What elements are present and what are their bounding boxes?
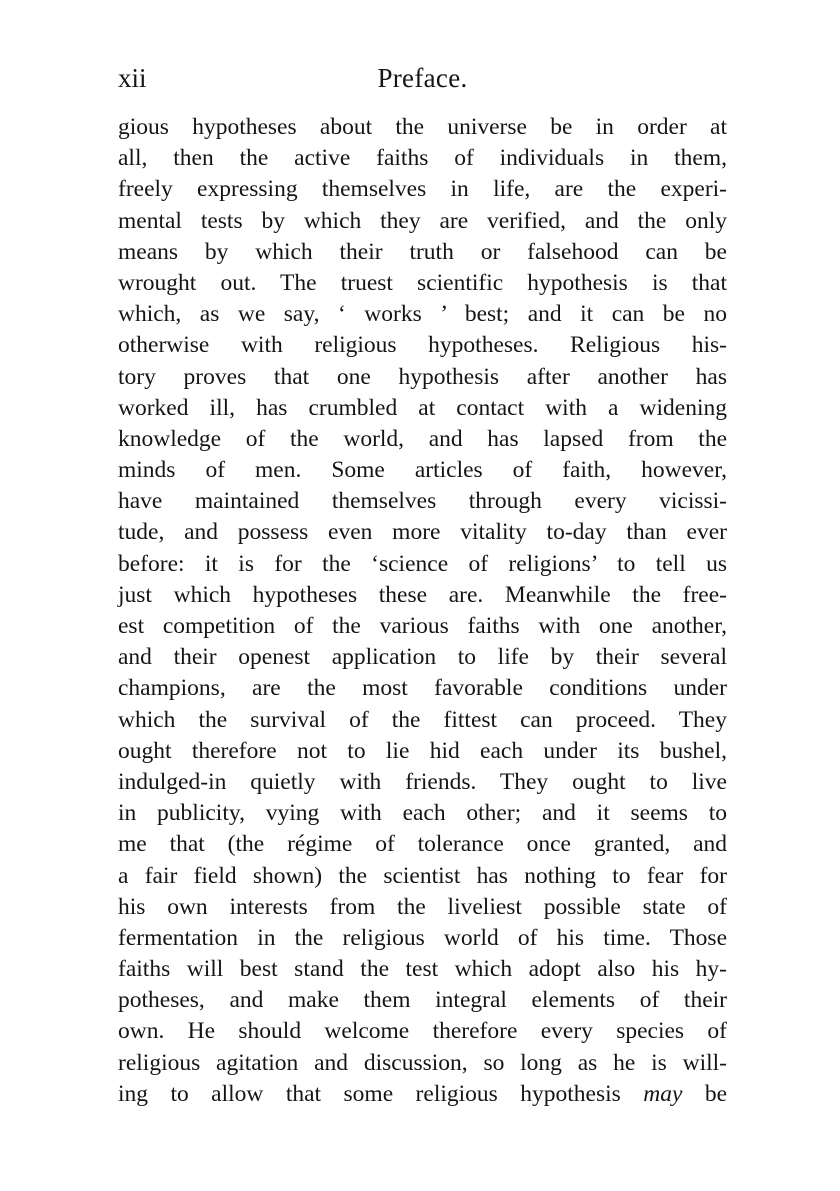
text-line: mental tests by which they are verified, and the only [118, 207, 727, 234]
text-line: champions, are the most favorable conditions under [118, 675, 727, 702]
text-line: ought therefore not to lie hid each under its bushel, [118, 737, 727, 764]
text-line: freely expressing themselves in life, are the experi- [118, 176, 727, 203]
text-line: religious agitation and discussion, so long as he is will- [118, 1049, 727, 1076]
text-line: in publicity, vying with each other; and it seems to [118, 800, 727, 827]
text-line: fermentation in the religious world of his time. Those [118, 924, 727, 951]
text-line: his own interests from the liveliest possible state of [118, 893, 727, 920]
text-line: otherwise with religious hypotheses. Religious his- [118, 332, 727, 359]
book-page [118, 56, 727, 1110]
text-line: before: it is for the ‘science of religions’ to tell us [118, 550, 727, 577]
last-line-end: be [704, 1080, 728, 1107]
text-line: and their openest application to life by their several [118, 644, 727, 671]
text-line: a fair field shown) the scientist has nothing to fear for [118, 862, 727, 889]
text-line: indulged-in quietly with friends. They ought to live [118, 768, 727, 795]
text-line: worked ill, has crumbled at contact with a widening [118, 394, 727, 421]
page-number: xii [118, 63, 147, 93]
last-line-start: ing to allow that some religious hypothesis [118, 1080, 621, 1107]
text-line: faiths will best stand the test which adopt also his hy- [118, 956, 727, 983]
running-head [118, 56, 727, 104]
text-line: potheses, and make them integral elements of their [118, 987, 727, 1014]
text-line: me that (the régime of tolerance once granted, and [118, 831, 727, 858]
text-line: est competition of the various faiths with one another, [118, 613, 727, 639]
text-line: which the survival of the fittest can proceed. They [118, 706, 727, 733]
running-title: Preface. [377, 63, 468, 93]
text-line: gious hypotheses about the universe be in order at [118, 114, 727, 140]
emphasis-may: may [643, 1080, 683, 1107]
text-line: tory proves that one hypothesis after another has [118, 363, 727, 390]
text-line: wrought out. The truest scientific hypothesis is that [118, 269, 727, 296]
text-line: all, then the active faiths of individuals in them, [118, 145, 727, 172]
text-line: knowledge of the world, and has lapsed from the [118, 425, 727, 452]
text-line: just which hypotheses these are. Meanwhile the free- [118, 581, 727, 608]
text-line: means by which their truth or falsehood can be [118, 238, 727, 265]
text-line: own. He should welcome therefore every species of [118, 1018, 727, 1045]
text-line: tude, and possess even more vitality to-day than ever [118, 519, 727, 546]
text-line: minds of men. Some articles of faith, however, [118, 457, 727, 484]
text-line: which, as we say, ‘ works ’ best; and it can be no [118, 301, 727, 328]
text-line: have maintained themselves through every vicissi- [118, 488, 727, 515]
text-line-last [118, 1079, 727, 1110]
body-text [118, 112, 727, 1110]
